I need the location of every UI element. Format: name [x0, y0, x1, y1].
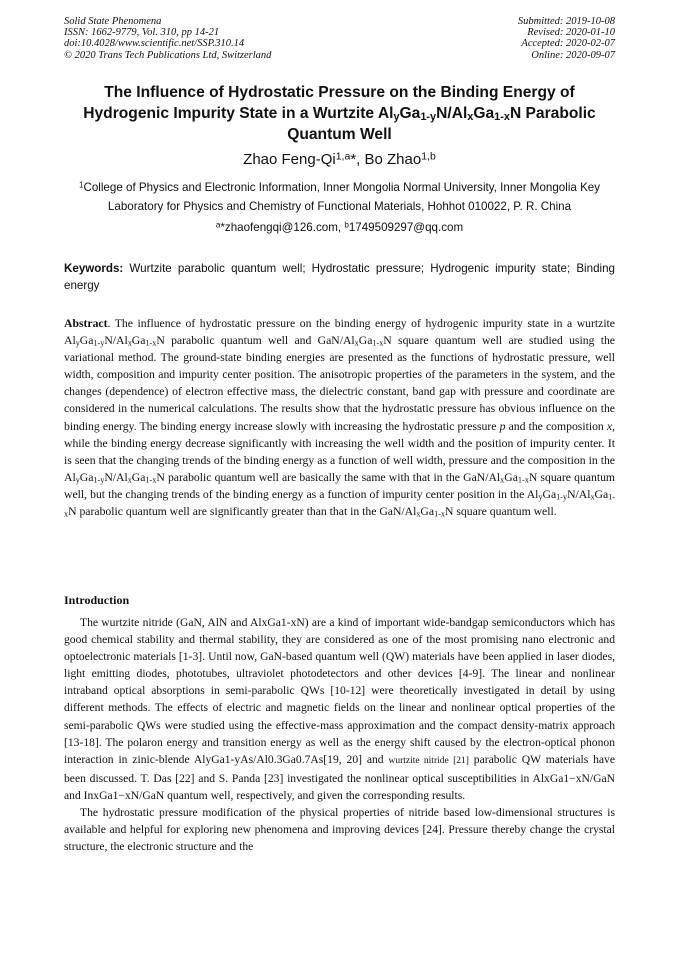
- abstract-text: N parabolic quantum well are significantly greater than that in the GaN/Al: [68, 505, 417, 519]
- revised-date: Revised: 2020-01-10: [527, 27, 615, 39]
- abstract-text: N parabolic quantum well and GaN/Al: [156, 334, 355, 348]
- abstract-sub: x: [354, 338, 359, 348]
- abstract-text: Ga: [420, 505, 435, 519]
- copyright: © 2020 Trans Tech Publications Ltd, Switzerland: [64, 49, 272, 61]
- abstract-text: Ga: [542, 487, 557, 501]
- journal-meta: [64, 16, 271, 61]
- intro-text: parabolic QW materials have been discussed. T. Das [22] and S. Panda [23] investigated the nonlinear optical susceptibilities in AlxGa1−xN/GaN and InxGa1−xN/GaN quantum well, respectively, and given the corresponding results.: [64, 752, 615, 802]
- title-text: N Parabolic: [509, 105, 596, 122]
- abstract-sub: x: [500, 475, 505, 485]
- title-sub: 1-x: [494, 111, 510, 124]
- journal-name: Solid State Phenomena: [64, 16, 162, 27]
- author-2-affil: 1,b: [421, 150, 436, 163]
- abstract-label: Abstract: [64, 317, 108, 330]
- abstract-sub: y: [75, 475, 80, 485]
- accepted-date: Accepted: 2020-02-07: [521, 38, 615, 50]
- abstract-sub: 1-x: [145, 338, 157, 348]
- abstract-sub: 1-y: [93, 338, 105, 348]
- title-text: Hydrogenic Impurity State in a Wurtzite Al: [83, 105, 394, 122]
- title-line-3: Quantum Well: [287, 126, 392, 143]
- abstract-sub: 1-x: [145, 475, 157, 485]
- email-b-mark: b: [344, 220, 349, 230]
- abstract-sub: 1-y: [93, 475, 105, 485]
- title-text: Ga: [399, 105, 421, 122]
- corresponding-mark: *,: [350, 151, 365, 168]
- email-a-mark: a: [215, 220, 221, 230]
- affiliation-text: College of Physics and Electronic Information, Inner Mongolia Normal University, Inner Mongolia Key Laboratory for Physics and Chemistry of Functional Materials, Hohhot 010022, P. R. China: [83, 181, 601, 213]
- abstract-text: Ga: [504, 470, 518, 484]
- keywords: [64, 260, 615, 294]
- abstract-text: , while the binding energy decrease significantly with increasing the well width and the position of impurity center. It is seen that the changing trends of the binding energy as a function of well width, pressure and the composition in the Al: [64, 419, 615, 484]
- paper-title: [64, 82, 615, 145]
- title-line-1: The Influence of Hydrostatic Pressure on the Binding Energy of: [104, 84, 575, 101]
- introduction-body: [64, 614, 615, 855]
- author-1: Zhao Feng-Qi: [243, 151, 336, 168]
- abstract-text: and the composition: [505, 419, 607, 433]
- title-line-2: [64, 103, 615, 124]
- abstract-sub: 1-y: [556, 492, 568, 502]
- abstract-text: N/Al: [567, 487, 591, 501]
- abstract-text: . The influence of hydrostatic pressure on the binding energy of hydrogenic impurity state in a wurtzite Al: [64, 317, 615, 348]
- affiliation: [64, 179, 615, 216]
- abstract-text: N parabolic quantum well are basically the same with that in the GaN/Al: [156, 470, 501, 484]
- abstract-sub: x: [127, 475, 132, 485]
- doi[interactable]: doi:10.4028/www.scientific.net/SSP.310.14: [64, 38, 245, 50]
- abstract-sub: x: [416, 509, 421, 519]
- abstract-text: Ga: [79, 470, 94, 484]
- author-2: Bo Zhao: [364, 151, 422, 168]
- abstract-sub: x: [127, 338, 132, 348]
- keywords-label: Keywords:: [64, 262, 124, 275]
- intro-paragraph-1: [64, 614, 615, 804]
- submission-dates: [518, 16, 615, 61]
- email-b[interactable]: 1749509297@qq.com: [348, 221, 464, 234]
- abstract-text: N/Al: [104, 470, 128, 484]
- abstract-sub: y: [75, 338, 80, 348]
- abstract-text: Ga: [594, 487, 609, 501]
- abstract-text: Ga: [131, 334, 146, 348]
- abstract-text: Ga: [79, 334, 94, 348]
- intro-text: The wurtzite nitride (GaN, AlN and AlxGa1-xN) are a kind of important wide-bandgap semiconductors which has good chemical stability and thermal stability, they are considered as one of the most promising nano electronic and optoelectronic materials [1-3]. Until now, GaN-based quantum well (QW) materials have been applied in laser diodes, light emitting diodes, phototubes, ultraviolet photodetectors and other devices [4-9]. The linear and nonlinear intraband optical absorptions in semi-parabolic QWs [10-12] were theoretically investigated in detail by using different methods. The effects of electric and magnetic fields on the linear and nonlinear optical properties of the semi-parabolic QWs were studied using the effective-mass approximation and the compact density-matrix approach [13-18]. The polaron energy and transition energy as well as the energy shift caused by the electron-optical phonon interaction in zinic-blende AlyGa1-yAs/Al0.3Ga0.7As[19, 20] and: [64, 616, 615, 766]
- abstract-text: N square quantum well.: [444, 505, 557, 519]
- abstract-text: Ga: [358, 334, 373, 348]
- keywords-text: Wurtzite parabolic quantum well; Hydrostatic pressure; Hydrogenic impurity state; Binding energy: [64, 262, 615, 292]
- abstract-sub: 1-x: [64, 492, 615, 519]
- author-list: [64, 151, 615, 169]
- affiliation-mark: 1: [78, 180, 84, 190]
- title-sub: 1-y: [420, 111, 437, 124]
- abstract-text: Ga: [131, 470, 146, 484]
- issn-volume: ISSN: 1662-9779, Vol. 310, pp 14-21: [64, 27, 220, 39]
- email-list: [64, 221, 615, 235]
- intro-text-small: wurtzite nitride [21]: [388, 755, 469, 766]
- abstract-italic: p: [499, 419, 506, 433]
- title-sub: y: [393, 111, 400, 124]
- title-sub: x: [467, 111, 474, 124]
- abstract-sub: 1-x: [517, 475, 529, 485]
- submitted-date: Submitted: 2019-10-08: [517, 16, 615, 27]
- abstract-sub: 1-x: [372, 338, 384, 348]
- online-date: Online: 2020-09-07: [531, 49, 615, 61]
- author-1-affil: 1,a: [335, 150, 351, 163]
- title-text: N/Al: [436, 105, 468, 122]
- title-text: Ga: [473, 105, 495, 122]
- abstract: [64, 315, 615, 520]
- abstract-italic: x: [606, 419, 613, 433]
- section-heading-introduction: Introduction: [64, 593, 130, 607]
- abstract-sub: x: [590, 492, 595, 502]
- abstract-sub: 1-x: [434, 509, 445, 519]
- abstract-text: N square quantum well are studied using the variational method. The ground-state binding energies are presented as the functions of hydrostatic pressure, well width, composition and impurity center position. The anisotropic properties of the parameters in the system, and the changes (dependence) of electron effective mass, the dielectric constant, band gap with pressure and coordinate are considered in the numerical calculations. The results show that the hydrostatic pressure has obvious influence on the binding energy. The binding energy increase slowly with increasing the hydrostatic pressure: [64, 334, 615, 433]
- email-a[interactable]: *zhaofengqi@126.com,: [220, 221, 345, 234]
- intro-paragraph-2: The hydrostatic pressure modification of the physical properties of nitride based low-dimensional structures is available and helpful for exploring new phenomena and improving devices [24]. Pressure thereby change the crystal structure, the electronic structure and the: [64, 806, 615, 854]
- abstract-sub: y: [538, 492, 543, 502]
- abstract-text: N square quantum well, but the changing trends of the binding energy as a function of impurity center position in the Al: [64, 470, 616, 501]
- abstract-text: N/Al: [104, 334, 128, 348]
